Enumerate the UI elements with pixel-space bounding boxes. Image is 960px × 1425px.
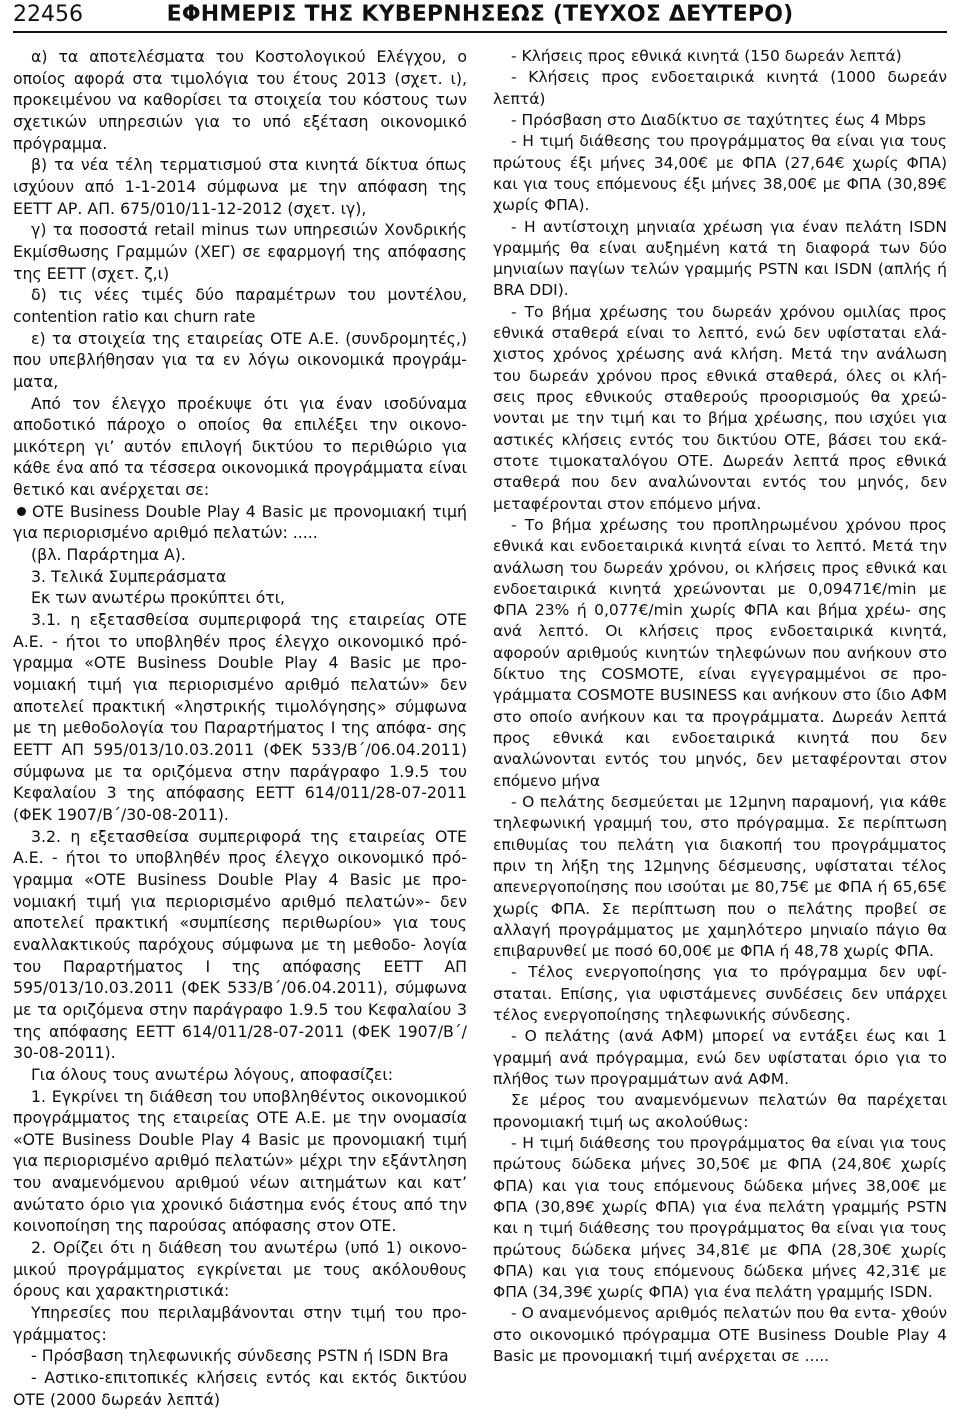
header-rule	[13, 31, 947, 33]
page-header	[0, 0, 960, 30]
paragraph: Υπηρεσίες που περιλαμβάνονται στην τιμή του προ‑ γράμματος:	[13, 1303, 467, 1344]
paragraph: (βλ. Παράρτημα Α).	[31, 545, 186, 565]
paragraph: ‑ Κλήσεις προς εθνικά κινητά (150 δωρεάν λεπτά)	[511, 47, 902, 65]
bullet-item	[13, 501, 467, 544]
paragraph: ‑ Η τιμή διάθεσης του προγράμματος θα είναι για τους πρώτους έξι μήνες 34,00€ με ΦΠΑ (27,64€ χωρίς ΦΠΑ) και για τους επόμενους έξι μήνες 38,00€ με ΦΠΑ (30,89€ χωρίς ΦΠΑ).	[493, 132, 947, 215]
paragraph: ε) τα στοιχεία της εταιρείας ΟΤΕ Α.Ε. (συνδρομητές,) που υπεβλήθησαν για τα εν λόγω οικονομικά προγράμ‑ ματα,	[13, 328, 467, 391]
paragraph: ‑ Η τιμή διάθεσης του προγράμματος θα είναι για τους πρώτους δώδεκα μήνες 30,50€ με ΦΠΑ (24,80€ χωρίς ΦΠΑ) και για τους επόμενους δώδεκα μήνες 38,00€ με ΦΠΑ (30,89€ χωρίς ΦΠΑ) για ένα πελάτη γραμμής PSTN και η τιμή διάθεσης του προγράμματος θα είναι για τους πρώτους δώδεκα μήνες 34,81€ με ΦΠΑ (28,30€ χωρίς ΦΠΑ) και για τους επόμενους δώδεκα μήνες 42,31€ με ΦΠΑ (34,39€ χωρίς ΦΠΑ) για ένα πελάτη γραμμής ISDN.	[493, 1133, 947, 1302]
section-heading: 3. Τελικά Συμπεράσματα	[31, 566, 227, 586]
left-column	[13, 46, 467, 1410]
paragraph: ‑ Πρόσβαση στο Διαδίκτυο σε ταχύτητες έως 4 Mbps	[511, 110, 926, 129]
bullet-text: ΟΤΕ Business Double Play 4 Basic με προνομιακή τιμή για περιορισμένο αριθμό πελατών: .....	[13, 501, 467, 543]
paragraph: δ) τις νέες τιμές δύο παραμέτρων του μοντέλου, contention ratio και churn rate	[13, 285, 467, 326]
paragraph: α) τα αποτελέσματα του Κοστολογικού Ελέγχου, ο οποίος αφορά στα τιμολόγια του έτους 2013 (σχετ. ι), προκειμένου να καθορίσει τα στοιχεία του κόστους των σχετικών υπηρεσιών για το υπό εξέταση οικονομικό πρόγραμμα.	[13, 47, 467, 153]
paragraph: Από τον έλεγχο προέκυψε ότι για έναν ισοδύναμα αποδοτικό πάροχο ο οποίος θα επιλέξει την οικονο‑ μικότερη γι’ αυτόν επιλογή δικτύου το περιθώριο για κάθε ένα από τα τέσσερα οικονομικά προγράμματα είναι θετικό και ανέρχεται σε:	[13, 393, 467, 500]
paragraph: ‑ Η αντίστοιχη μηνιαία χρέωση για έναν πελάτη ISDN γραμμής θα είναι αυξημένη κατά τη διαφορά των δύο μηνιαίων παγίων τελών γραμμής PSTN και ISDN (απλής ή BRA DDI).	[493, 217, 947, 300]
paragraph: ‑ Κλήσεις προς ενδοεταιρικά κινητά (1000 δωρεάν λεπτά)	[493, 68, 947, 108]
paragraph: ‑ Τέλος ενεργοποίησης για το πρόγραμμα δεν υφί‑ σταται. Επίσης, για υφιστάμενες συνδέσεις δεν υπάρχει τέλος ενεργοποίησης τηλεφωνικής σύνδεσης.	[493, 963, 947, 1025]
paragraph: ‑ Ο πελάτης (ανά ΑΦΜ) μπορεί να εντάξει έως και 1 γραμμή ανά πρόγραμμα, ενώ δεν υφίσταται όριο για το πλήθος των προγραμμάτων ανά ΑΦΜ.	[493, 1027, 947, 1088]
paragraph: Σε μέρος του αναμενόμενων πελατών θα παρέχεται προνομιακή τιμή ως ακολούθως:	[493, 1091, 947, 1131]
paragraph: γ) τα ποσοστά retail minus των υπηρεσιών Χονδρικής Εκμίσθωσης Γραμμών (ΧΕΓ) σε εφαρμογή της απόφασης της ΕΕΤΤ (σχετ. ζ,ι)	[13, 220, 467, 283]
paragraph: Εκ των ανωτέρω προκύπτει ότι,	[31, 588, 286, 608]
paragraph: ‑ Ο πελάτης δεσμεύεται με 12μηνη παραμονή, για κάθε τηλεφωνική γραμμή του, στο πρόγραμμα. Σε περίπτωση επιθυμίας του πελάτη για διακοπή του προγράμματος πριν τη λήξη της 12μηνης δέσμευσης, υφίσταται τέλος απενεργοποίησης που ισούται με 80,75€ με ΦΠΑ ή 65,65€ χωρίς ΦΠΑ. Σε περίπτωση που ο πελάτης προβεί σε αλλαγή προγράμματος με χαμηλότερο μηνιαίο πάγιο θα επιβαρυνθεί με ποσό 60,00€ με ΦΠΑ ή 48,78 χωρίς ΦΠΑ.	[493, 792, 947, 961]
page-number: 22456	[13, 2, 83, 27]
paragraph: 3.2. η εξετασθείσα συμπεριφορά της εταιρείας ΟΤΕ Α.Ε. ‑ ήτοι το υποβληθέν προς έλεγχο οικονομικό πρό‑ γραμμα «ΟΤΕ Business Double Play 4 Basic με προ‑ νομιακή τιμή για περιορισμένο αριθμό πελατών»‑ δεν αποτελεί πρακτική «συμπίεσης περιθωρίου» για τους εναλλακτικούς παρόχους σύμφωνα με τη μεθοδο‑ λογία του Παραρτήματος Ι της απόφασης ΕΕΤΤ ΑΠ 595/013/10.03.2011 (ΦΕΚ 533/Β΄/06.04.2011), σύμφωνα με τα οριζόμενα στην παράγραφο 1.9.5 του Κεφαλαίου 3 της απόφασης ΕΕΤΤ 614/011/28‑07‑2011 (ΦΕΚ 1907/Β΄/ 30‑08‑2011).	[13, 826, 467, 1063]
paragraph: 3.1. η εξετασθείσα συμπεριφορά της εταιρείας ΟΤΕ Α.Ε. ‑ ήτοι το υποβληθέν προς έλεγχο οικονομικό πρό‑ γραμμα «ΟΤΕ Business Double Play 4 Basic με προ‑ νομιακή τιμή για περιορισμένο αριθμό πελατών» δεν αποτελεί πρακτική «ληστρικής τιμολόγησης» σύμφωνα με τη μεθοδολογία του Παραρτήματος Ι της απόφα‑ σης ΕΕΤΤ ΑΠ 595/013/10.03.2011 (ΦΕΚ 533/Β΄/06.04.2011) σύμφωνα με τα οριζόμενα στην παράγραφο 1.9.5 του Κεφαλαίου 3 της απόφασης ΕΕΤΤ 614/011/28‑07‑2011 (ΦΕΚ 1907/Β΄/30‑08‑2011).	[13, 610, 467, 824]
paragraph: ‑ Ο αναμενόμενος αριθμός πελατών που θα εντα‑ χθούν στο οικονομικό πρόγραμμα ΟΤΕ Business Double Play 4 Basic με προνομιακή τιμή ανέρχεται σε .....	[493, 1304, 947, 1366]
right-column	[493, 46, 947, 1367]
paragraph: 1. Εγκρίνει τη διάθεση του υποβληθέντος οικονομικού προγράμματος της εταιρείας ΟΤΕ Α.Ε. με την ονομασία «ΟΤΕ Business Double Play 4 Basic με προνομιακή τιμή για περιορισμένο αριθμό πελατών» μέχρι την εξάντληση του αναμενόμενου αριθμού νέων αιτημάτων και κατ’ ανώτατο όριο για χρονικό διάστημα ενός έτους από την κοινοποίηση της παρούσας απόφασης στον ΟΤΕ.	[13, 1086, 467, 1236]
paragraph: Για όλους τους ανωτέρω λόγους, αποφασίζει:	[31, 1064, 394, 1084]
paragraph: 2. Ορίζει ότι η διάθεση του ανωτέρω (υπό 1) οικονο‑ μικού προγράμματος εγκρίνεται με τους ακόλουθους όρους και χαρακτηριστικά:	[13, 1238, 467, 1301]
bullet-icon	[17, 507, 26, 516]
gazette-title: ΕΦΗΜΕΡΙΣ ΤΗΣ ΚΥΒΕΡΝΗΣΕΩΣ (ΤΕΥΧΟΣ ΔΕΥΤΕΡΟ)	[166, 2, 794, 27]
paragraph: β) τα νέα τέλη τερματισμού στα κινητά δίκτυα όπως ισχύουν από 1‑1‑2014 σύμφωνα με την απόφαση της ΕΕΤΤ ΑΡ. ΑΠ. 675/010/11‑12‑2012 (σχετ. ιγ),	[13, 155, 467, 218]
paragraph: ‑ Το βήμα χρέωσης του προπληρωμένου χρόνου προς εθνικά και ενδοεταιρικά κινητά είναι το λεπτό. Μετά την ανάλωση του δωρεάν χρόνου, οι κλήσεις προς εθνικά και ενδοεταιρικά κινητά χρεώνονται με 0,09471€/min με ΦΠΑ 23% ή 0,077€/min χωρίς ΦΠΑ και βήμα χρέω‑ σης ανά λεπτό. Οι κλήσεις προς ενδοεταιρικά κινητά, αφορούν αριθμούς κινητών τηλεφώνων που ανήκουν στο δίκτυο της COSMOTE, είναι εγγεγραμμένοι σε προ‑ γράμματα COSMOTE BUSINESS και ανήκουν στο ίδιο ΑΦΜ στο οποίο ανήκουν και τα προγράμματα. Δωρεάν λεπτά προς εθνικά και ενδοεταιρικά κινητά που δεν αναλώνονται εντός του μηνός, δεν μεταφέρονται στον επόμενο μήνα	[493, 515, 947, 790]
paragraph: ‑ Αστικο‑επιτοπικές κλήσεις εντός και εκτός δικτύου ΟΤΕ (2000 δωρεάν λεπτά)	[13, 1368, 467, 1409]
paragraph: ‑ Πρόσβαση τηλεφωνικής σύνδεσης PSTN ή ISDN Bra	[31, 1346, 449, 1366]
paragraph: ‑ Το βήμα χρέωσης του δωρεάν χρόνου ομιλίας προς εθνικά σταθερά είναι το λεπτό, ενώ δεν υφίσταται ελά‑ χιστος χρόνος χρέωσης ανά κλήση. Μετά την ανάλωση του δωρεάν χρόνου προς εθνικά σταθερά, όλες οι κλή‑ σεις προς εθνικούς σταθερούς προορισμούς θα χρεώ‑ νονται με την τιμή και το βήμα χρέωσης, που ισχύει για αστικές κλήσεις εντός του δικτύου ΟΤΕ, βάσει του εκά‑ στοτε τιμοκαταλόγου ΟΤΕ. Δωρεάν λεπτά προς εθνικά σταθερά που δεν αναλώνονται εντός του μηνός, δεν μεταφέρονται στον επόμενο μήνα.	[493, 302, 947, 513]
